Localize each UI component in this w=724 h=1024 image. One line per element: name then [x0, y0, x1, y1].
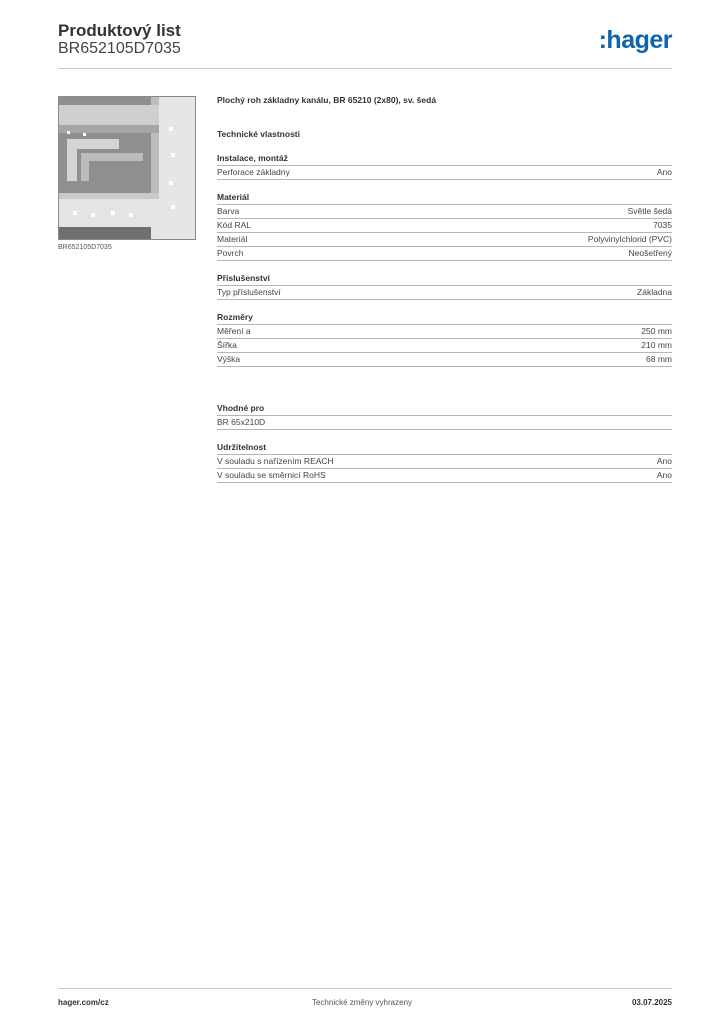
- document-title: Produktový list: [58, 21, 181, 40]
- product-code: BR652105D7035: [58, 40, 181, 57]
- section-suitable-for: [217, 403, 672, 430]
- spec-label: V souladu se směrnicí RoHS: [217, 470, 326, 480]
- spec-label: BR 65x210D: [217, 417, 266, 427]
- product-headline: Plochý roh základny kanálu, BR 65210 (2x80), sv. šedá: [217, 95, 437, 105]
- spec-row: [217, 339, 672, 353]
- spec-value: 250 mm: [641, 326, 672, 336]
- header-divider: [58, 68, 672, 69]
- spec-label: Perforace základny: [217, 167, 290, 177]
- spec-value: Ano: [656, 456, 672, 466]
- spec-label: Barva: [217, 206, 240, 216]
- section-title: Instalace, montáž: [217, 153, 672, 166]
- section-sustainability: [217, 442, 672, 483]
- section-title: Udržitelnost: [217, 442, 672, 455]
- spec-value: Světle šedá: [627, 206, 672, 216]
- section-title: Vhodné pro: [217, 403, 672, 416]
- spec-row: [217, 166, 672, 180]
- footer-date: 03.07.2025: [631, 998, 672, 1007]
- footer-disclaimer: Technické změny vyhrazeny: [311, 998, 413, 1007]
- spec-row: [217, 353, 672, 367]
- spec-row: [217, 469, 672, 483]
- product-image: [58, 96, 196, 240]
- spec-value: 210 mm: [641, 340, 672, 350]
- footer-website[interactable]: hager.com/cz: [58, 998, 109, 1007]
- section-dimensions: [217, 312, 672, 367]
- spec-value: Neošetřený: [628, 248, 672, 258]
- section-title: Rozměry: [217, 312, 672, 325]
- spec-value: Polyvinylchlorid (PVC): [587, 234, 672, 244]
- section-title: Materiál: [217, 192, 672, 205]
- spec-label: Povrch: [217, 248, 244, 258]
- spec-row: [217, 205, 672, 219]
- spec-value: Základna: [637, 287, 672, 297]
- spec-label: V souladu s nařízením REACH: [217, 456, 334, 466]
- spec-row: [217, 416, 672, 430]
- product-details: [217, 95, 672, 495]
- spec-label: Kód RAL: [217, 220, 252, 230]
- spec-label: Šířka: [217, 340, 237, 350]
- spec-row: [217, 247, 672, 261]
- spec-label: Typ příslušenství: [217, 287, 281, 297]
- section-installation: [217, 153, 672, 180]
- footer-divider: [58, 988, 672, 989]
- spec-value: 7035: [653, 220, 672, 230]
- spec-label: Měření a: [217, 326, 251, 336]
- spec-row: [217, 455, 672, 469]
- section-title: Příslušenství: [217, 273, 672, 286]
- spec-value: Ano: [656, 470, 672, 480]
- spec-value: Ano: [656, 167, 672, 177]
- technical-heading: Technické vlastnosti: [217, 129, 300, 139]
- spec-value: 68 mm: [646, 354, 672, 364]
- spec-row: [217, 233, 672, 247]
- section-accessories: [217, 273, 672, 300]
- image-caption: BR652105D7035: [58, 244, 112, 251]
- spec-row: [217, 219, 672, 233]
- spec-row: [217, 286, 672, 300]
- section-material: [217, 192, 672, 261]
- spec-label: Výška: [217, 354, 241, 364]
- spec-label: Materiál: [217, 234, 248, 244]
- hager-logo: :hager: [598, 26, 672, 54]
- spec-row: [217, 325, 672, 339]
